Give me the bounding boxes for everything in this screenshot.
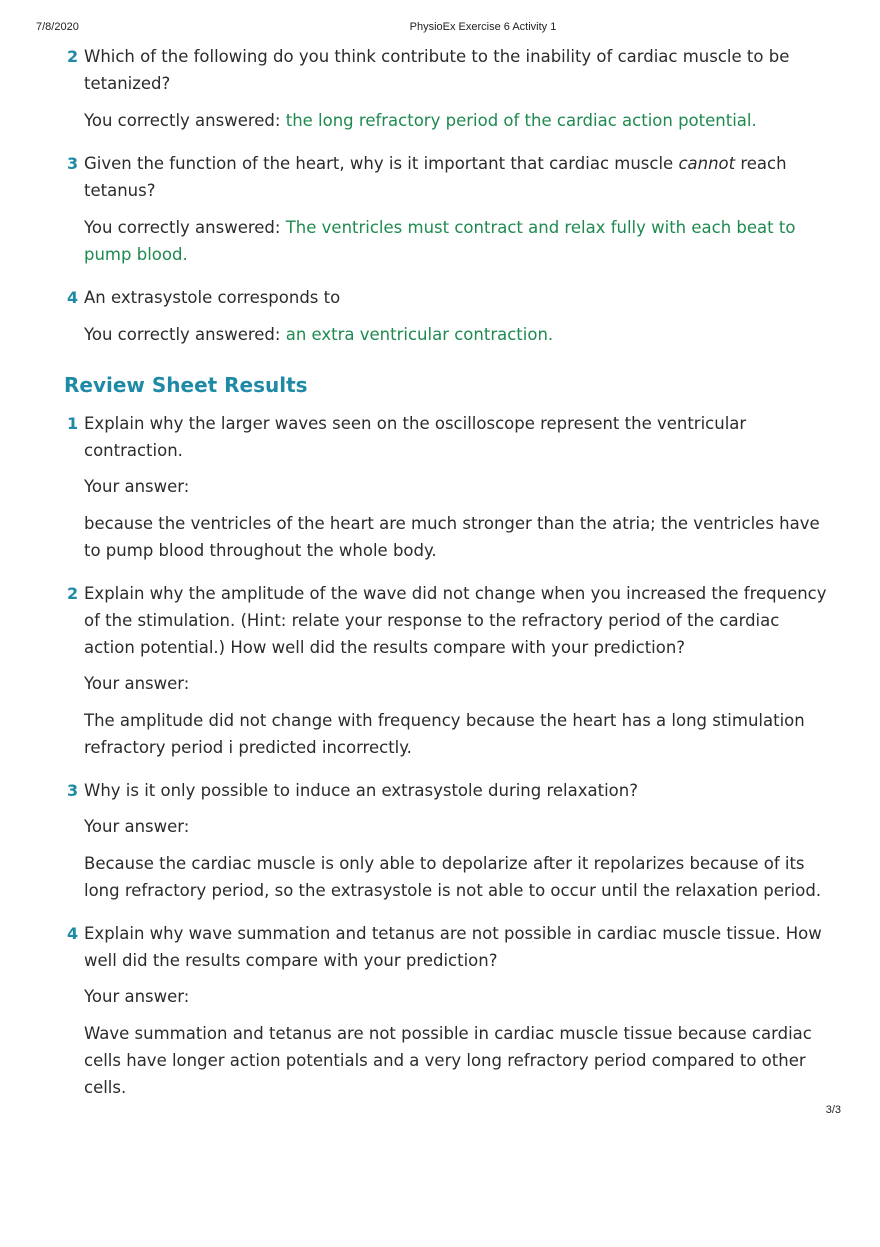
correct-answer: the long refractory period of the cardiac action potential.: [285, 111, 757, 130]
question-number: 3: [67, 781, 79, 800]
question-number: 1: [67, 414, 79, 433]
quiz-question: [64, 284, 834, 348]
question-number: 3: [67, 154, 79, 173]
review-question: [64, 920, 834, 1101]
correct-answer-line: [84, 321, 834, 348]
question-text: Explain why the amplitude of the wave did not change when you increased the frequency of the stimulation. (Hint: relate your response to the refractory period of the cardiac action potential.) How well did the results compare with your prediction?: [84, 584, 827, 657]
review-question: [64, 410, 834, 564]
correct-answer-prefix: You correctly answered:: [84, 111, 286, 130]
question-text: [84, 150, 834, 204]
correct-answer-prefix: You correctly answered:: [84, 325, 286, 344]
print-header: [0, 21, 880, 35]
your-answer-label: Your answer:: [84, 817, 190, 836]
question-text: Which of the following do you think contribute to the inability of cardiac muscle to be tetanized?: [84, 47, 790, 93]
review-question: [64, 777, 834, 904]
your-answer-label: Your answer:: [84, 674, 190, 693]
correct-answer: The ventricles must contract and relax fully with each beat to pump blood.: [84, 218, 796, 264]
question-text-part: Given the function of the heart, why is it important that cardiac muscle: [84, 154, 679, 173]
your-answer-label: Your answer:: [84, 477, 190, 496]
print-page-number: 3/3: [825, 1104, 841, 1116]
question-text: Explain why wave summation and tetanus are not possible in cardiac muscle tissue. How well did the results compare with your prediction?: [84, 924, 822, 970]
correct-answer: an extra ventricular contraction.: [285, 325, 554, 344]
question-emphasis: cannot: [678, 154, 736, 173]
correct-answer-line: [84, 214, 834, 268]
your-answer-text: Wave summation and tetanus are not possible in cardiac muscle tissue because cardiac cells have longer action potentials and a very long refractory period compared to other cells.: [84, 1024, 812, 1097]
quiz-question: [64, 150, 834, 268]
question-number: 2: [67, 47, 79, 66]
page-content: [64, 43, 834, 1117]
print-title: PhysioEx Exercise 6 Activity 1: [409, 21, 557, 33]
print-date: 7/8/2020: [36, 21, 79, 33]
question-text: Why is it only possible to induce an extrasystole during relaxation?: [84, 781, 638, 800]
question-number: 2: [67, 584, 79, 603]
question-text: Explain why the larger waves seen on the oscilloscope represent the ventricular contraction.: [84, 414, 747, 460]
your-answer-text: The amplitude did not change with frequency because the heart has a long stimulation refractory period i predicted incorrectly.: [84, 711, 805, 757]
your-answer-text: Because the cardiac muscle is only able to depolarize after it repolarizes because of its long refractory period, so the extrasystole is not able to occur until the relaxation period.: [84, 854, 822, 900]
question-text-part: reach tetanus?: [84, 154, 787, 200]
question-text: An extrasystole corresponds to: [84, 288, 341, 307]
your-answer-label: Your answer:: [84, 987, 190, 1006]
your-answer-text: because the ventricles of the heart are much stronger than the atria; the ventricles have to pump blood throughout the whole body.: [84, 514, 820, 560]
question-number: 4: [67, 924, 79, 943]
review-section-title: Review Sheet Results: [64, 373, 308, 397]
correct-answer-line: [84, 107, 834, 134]
correct-answer-prefix: You correctly answered:: [84, 218, 286, 237]
quiz-question: [64, 43, 834, 134]
question-number: 4: [67, 288, 79, 307]
review-question: [64, 580, 834, 761]
